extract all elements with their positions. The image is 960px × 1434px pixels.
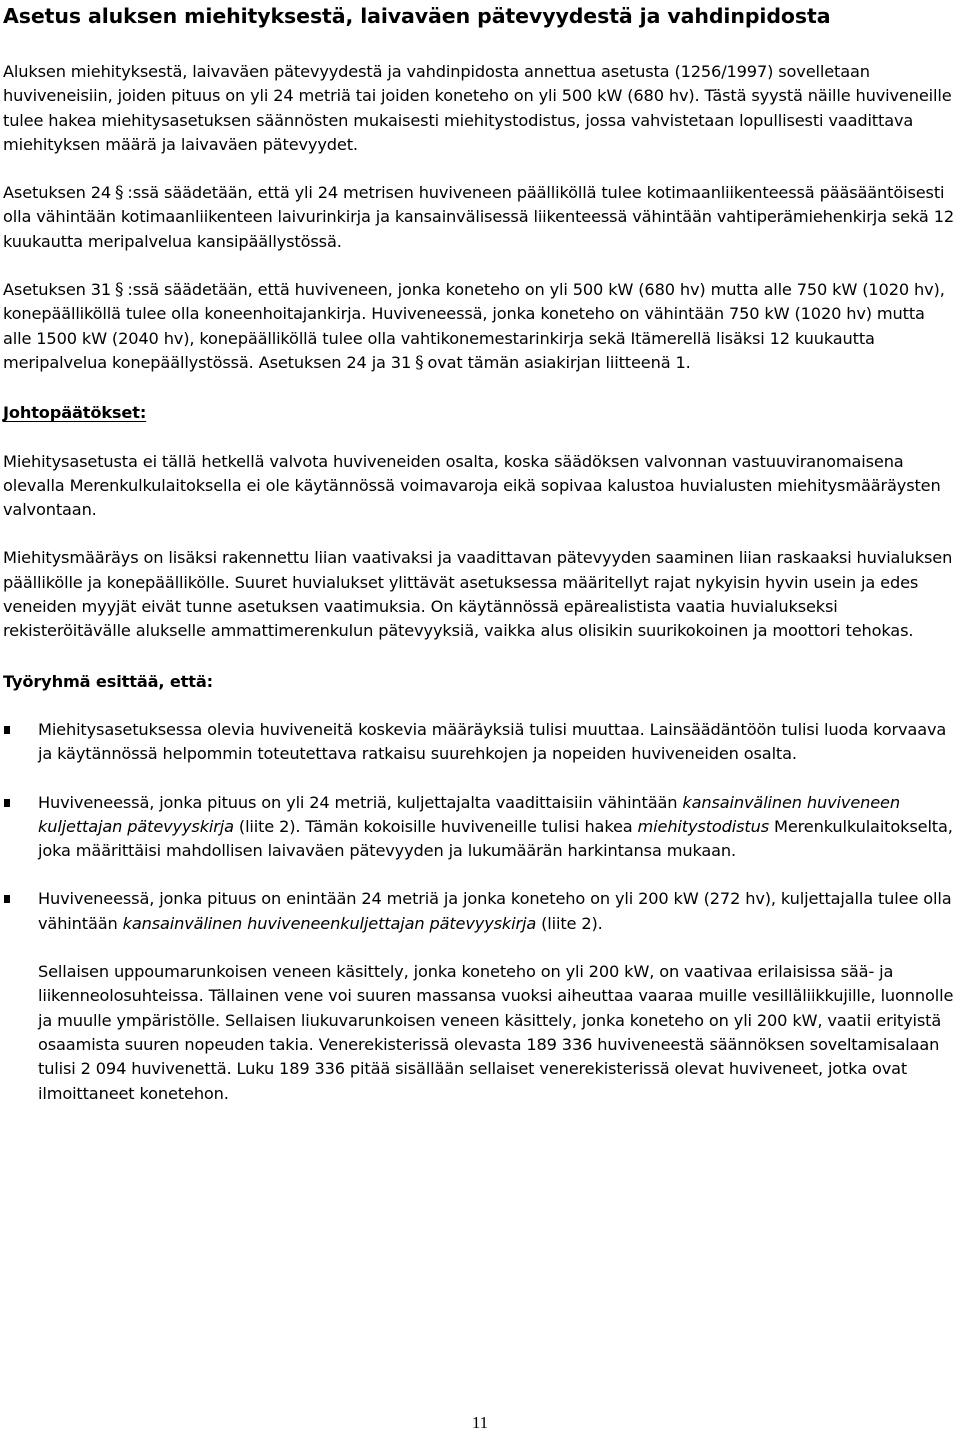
bullet-followup-paragraph: Sellaisen uppoumarunkoisen veneen käsittely, jonka koneteho on yli 200 kW, on vaativaa erilaisissa sää- ja liikenneolosuhteissa. Tällainen vene voi suuren massansa vuoksi aiheuttaa vaaraa muille vesilläliikkujille, luonnolle ja muulle ympäristölle. Sellaisen liukuvarunkoisen veneen käsittely, jonka koneteho on yli 200 kW, vaatii erityistä osaamista suuren nopeuden takia. Venerekisterissä olevasta 189 336 huviveneestä säännöksen soveltamisalaan tulisi 2 094 huvivenettä. Luku 189 336 pitää sisällään sellaiset venerekisterissä olevat huviveneet, jotka ovat ilmoittaneet konetehon. (38, 962, 954, 1103)
list-item-text: Miehitysasetuksessa olevia huviveneitä koskevia määräyksiä tulisi muuttaa. Lainsäädäntöön tulisi luoda korvaava ja käytännössä helpommin toteutettava ratkaisu suurehkojen ja nopeiden huviveneiden osalta. (38, 719, 947, 764)
section-symbol: § (115, 280, 124, 301)
list-item-text (38, 791, 957, 864)
list-item (3, 791, 957, 864)
document-title: Asetus aluksen miehityksestä, laivaväen pätevyydestä ja vahdinpidosta (3, 4, 831, 28)
list-item-text-part: Merenkulkulaitokselta, joka määrittäisi mahdollisen laivaväen pätevyyden ja lukumäärän harkintansa mukaan. (38, 816, 953, 861)
list-item (3, 887, 957, 936)
list-item-text (38, 887, 957, 936)
document-page (3, 0, 957, 1106)
list-item-text-part: Huviveneessä, jonka pituus on yli 24 metriä, kuljettajalta vaadittaisiin vähintään (38, 792, 678, 812)
proposal-list (3, 718, 957, 936)
section-symbol: § (415, 352, 424, 373)
page-number: 11 (471, 1413, 489, 1432)
square-bullet-icon (4, 895, 10, 903)
certificate-name-italic: miehitystodistus (637, 816, 769, 836)
conclusions-heading: Johtopäätökset: (3, 403, 147, 423)
paragraph-section-31-middle: :ssä säädetään, että huviveneen, jonka koneteho on yli 500 kW (680 hv) mutta alle 750 kW (1020 hv), konepäälliköllä tulee olla koneenhoitajankirja. Huviveneessä, jonka koneteho on vähintään 750 kW (1020 hv) mutta alle 1500 kW (2040 hv), konepäälliköllä tulee olla vahtikonemestarinkirja sekä Itämerellä lisäksi 12 kuukautta meripalvelua konepäällystössä. Asetuksen 24 ja 31 (3, 280, 945, 372)
section-symbol: § (115, 183, 124, 204)
square-bullet-icon (4, 726, 10, 734)
paragraph-scope: Aluksen miehityksestä, laivaväen pätevyydestä ja vahdinpidosta annettua asetusta (1256/1997) sovelletaan huviveneisiin, joiden pituus on yli 24 metriä tai joiden koneteho on yli 500 kW (680 hv). Tästä syystä näille huviveneille tulee hakea miehitysasetuksen säännösten mukaisesti miehitystodistus, jossa vahvistetaan lopullisesti vaadittava miehityksen määrä ja laivaväen pätevyydet. (3, 62, 952, 154)
list-item-text-part: (liite 2). Tämän kokoisille huviveneille tulisi hakea (238, 816, 633, 836)
paragraph-section-31 (3, 278, 957, 375)
paragraph-section-31-start: Asetuksen 31 (3, 280, 112, 300)
list-item (3, 718, 957, 767)
paragraph-section-24-rest: :ssä säädetään, että yli 24 metrisen huviveneen päälliköllä tulee kotimaanliikenteessä pääsääntöisesti olla vähintään kotimaanliikenteen laivurinkirja ja kansainvälisessä liikenteessä vähintään vahtiperämiehenkirja sekä 12 kuukautta meripalvelua kansipäällystössä. (3, 183, 954, 251)
proposal-heading: Työryhmä esittää, että: (3, 671, 213, 691)
list-item-text-part: Huviveneessä, jonka pituus on enintään 24 metriä ja jonka koneteho on yli 200 kW (272 hv), kuljettajalla tulee olla vähintään (38, 889, 952, 933)
conclusion-paragraph-2: Miehitysmääräys on lisäksi rakennettu liian vaativaksi ja vaadittavan pätevyyden saaminen liian raskaaksi huvialuksen päällikölle ja konepäällikölle. Suuret huvialukset ylittävät asetuksessa määritellyt rajat nykyisin hyvin usein ja edes veneiden myyjät eivät tunne asetuksen vaatimuksia. On käytännössä epärealistista vaatia huvialukseksi rekisteröitävälle alukselle ammattimerenkulun pätevyyksiä, vaikka alus olisikin suurikokoinen ja moottori tehokas. (3, 548, 953, 641)
license-name-italic: kansainvälinen huviveneen kuljettajan pätevyyskirja (38, 792, 900, 836)
paragraph-section-31-end: ovat tämän asiakirjan liitteenä 1. (427, 352, 691, 372)
license-name-italic: kansainvälinen huviveneenkuljettajan pätevyyskirja (122, 913, 537, 933)
conclusion-paragraph-1: Miehitysasetusta ei tällä hetkellä valvota huviveneiden osalta, koska säädöksen valvonnan vastuuviranomaisena olevalla Merenkulkulaitoksella ei ole käytännössä voimavaroja eikä sopivaa kalustoa huvialusten miehitysmääräysten valvontaan. (3, 451, 941, 520)
paragraph-section-24 (3, 181, 957, 254)
square-bullet-icon (4, 799, 10, 807)
paragraph-section-24-start: Asetuksen 24 (3, 183, 112, 203)
list-item-text-part: (liite 2). (541, 913, 603, 933)
